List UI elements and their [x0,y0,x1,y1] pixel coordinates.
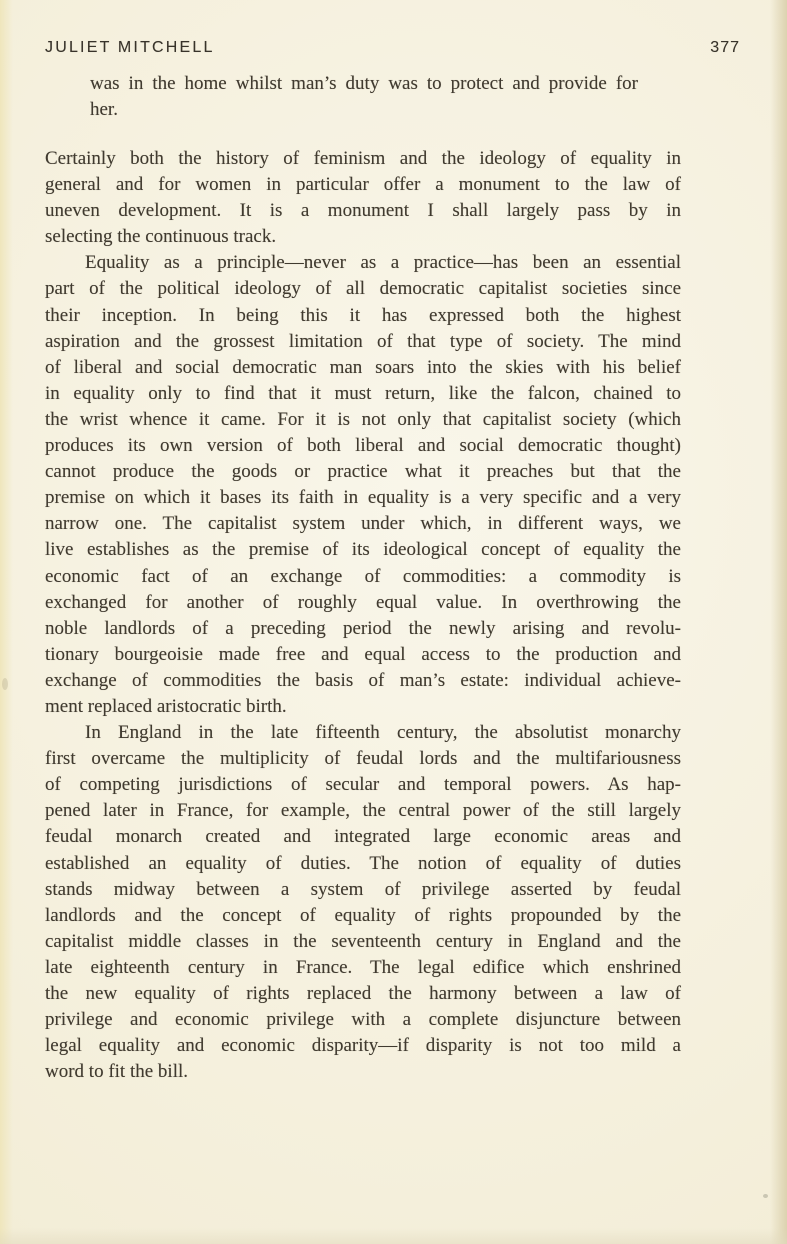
text-line: pened later in France, for example, the central power of the still largely [45,800,681,822]
paper-left-edge [0,0,13,1244]
text-line: cannot produce the goods or practice what it preaches but that the [45,461,681,483]
text-line: exchange of commodities the basis of man’s estate: individual achieve- [45,669,681,691]
text-line: capitalist middle classes in the seventeenth century in England and the [45,930,681,952]
text-line: of competing jurisdictions of secular and temporal powers. As hap- [45,774,681,796]
text-line: was in the home whilst man’s duty was to protect and provide for [90,73,638,94]
block-quote [90,71,638,123]
text-line: the new equality of rights replaced the harmony between a law of [45,983,681,1004]
paragraph-1 [45,146,681,250]
text-line: aspiration and the grossest limitation of that type of society. The mind [45,330,681,352]
text-line: stands midway between a system of privilege asserted by feudal [45,878,681,900]
text-line: In England in the late fifteenth century, the absolutist monarchy [85,722,681,744]
text-line: legal equality and economic disparity—if disparity is not too mild a [45,1035,681,1057]
body-text [45,146,681,1085]
text-line: produces its own version of both liberal and social democratic thought) [45,435,681,457]
text-line: landlords and the concept of equality of rights propounded by the [45,904,681,926]
text-line: first overcame the multiplicity of feudal lords and the multifariousness [45,748,681,770]
running-header [45,39,740,57]
text-line: their inception. In being this it has expressed both the highest [45,304,681,326]
text-line: established an equality of duties. The notion of equality of duties [45,852,681,874]
text-line: selecting the continuous track. [45,226,277,248]
scan-speck [763,1194,768,1198]
text-line: tionary bourgeoisie made free and equal access to the production and [45,643,681,665]
text-line: ment replaced aristocratic birth. [45,695,287,717]
text-line: the wrist whence it came. For it is not only that capitalist society (which [45,408,681,430]
text-line: late eighteenth century in France. The legal edifice which enshrined [45,956,681,978]
text-line: her. [90,99,118,121]
paper-right-edge [770,0,787,1244]
text-line: general and for women in particular offer a monument to the law of [45,174,681,196]
text-line: uneven development. It is a monument I shall largely pass by in [45,200,681,222]
text-line: part of the political ideology of all democratic capitalist societies since [45,278,681,300]
text-line: premise on which it bases its faith in equality is a very specific and a very [45,487,681,509]
running-head-author: JULIET MITCHELL [45,39,215,56]
text-line: Equality as a principle—never as a practice—has been an essential [85,252,681,274]
text-line: narrow one. The capitalist system under which, in different ways, we [45,513,681,535]
paragraph-3 [45,720,681,1085]
text-line: live establishes as the premise of its ideological concept of equality the [45,539,681,561]
text-line: economic fact of an exchange of commodities: a commodity is [45,565,681,587]
text-line: Certainly both the history of feminism and the ideology of equality in [45,148,681,169]
text-line: of liberal and social democratic man soars into the skies with his belief [45,356,681,378]
text-line: feudal monarch created and integrated large economic areas and [45,826,681,848]
paragraph-2 [45,250,681,720]
text-line: noble landlords of a preceding period the newly arising and revolu- [45,617,681,639]
text-line: word to fit the bill. [45,1061,189,1083]
text-line: in equality only to find that it must return, like the falcon, chained to [45,382,681,404]
text-line: exchanged for another of roughly equal value. In overthrowing the [45,591,681,613]
scan-smudge [2,678,8,690]
paper-bottom-edge [0,1228,787,1244]
page-number: 377 [710,39,740,56]
text-line: privilege and economic privilege with a complete disjuncture between [45,1009,681,1031]
